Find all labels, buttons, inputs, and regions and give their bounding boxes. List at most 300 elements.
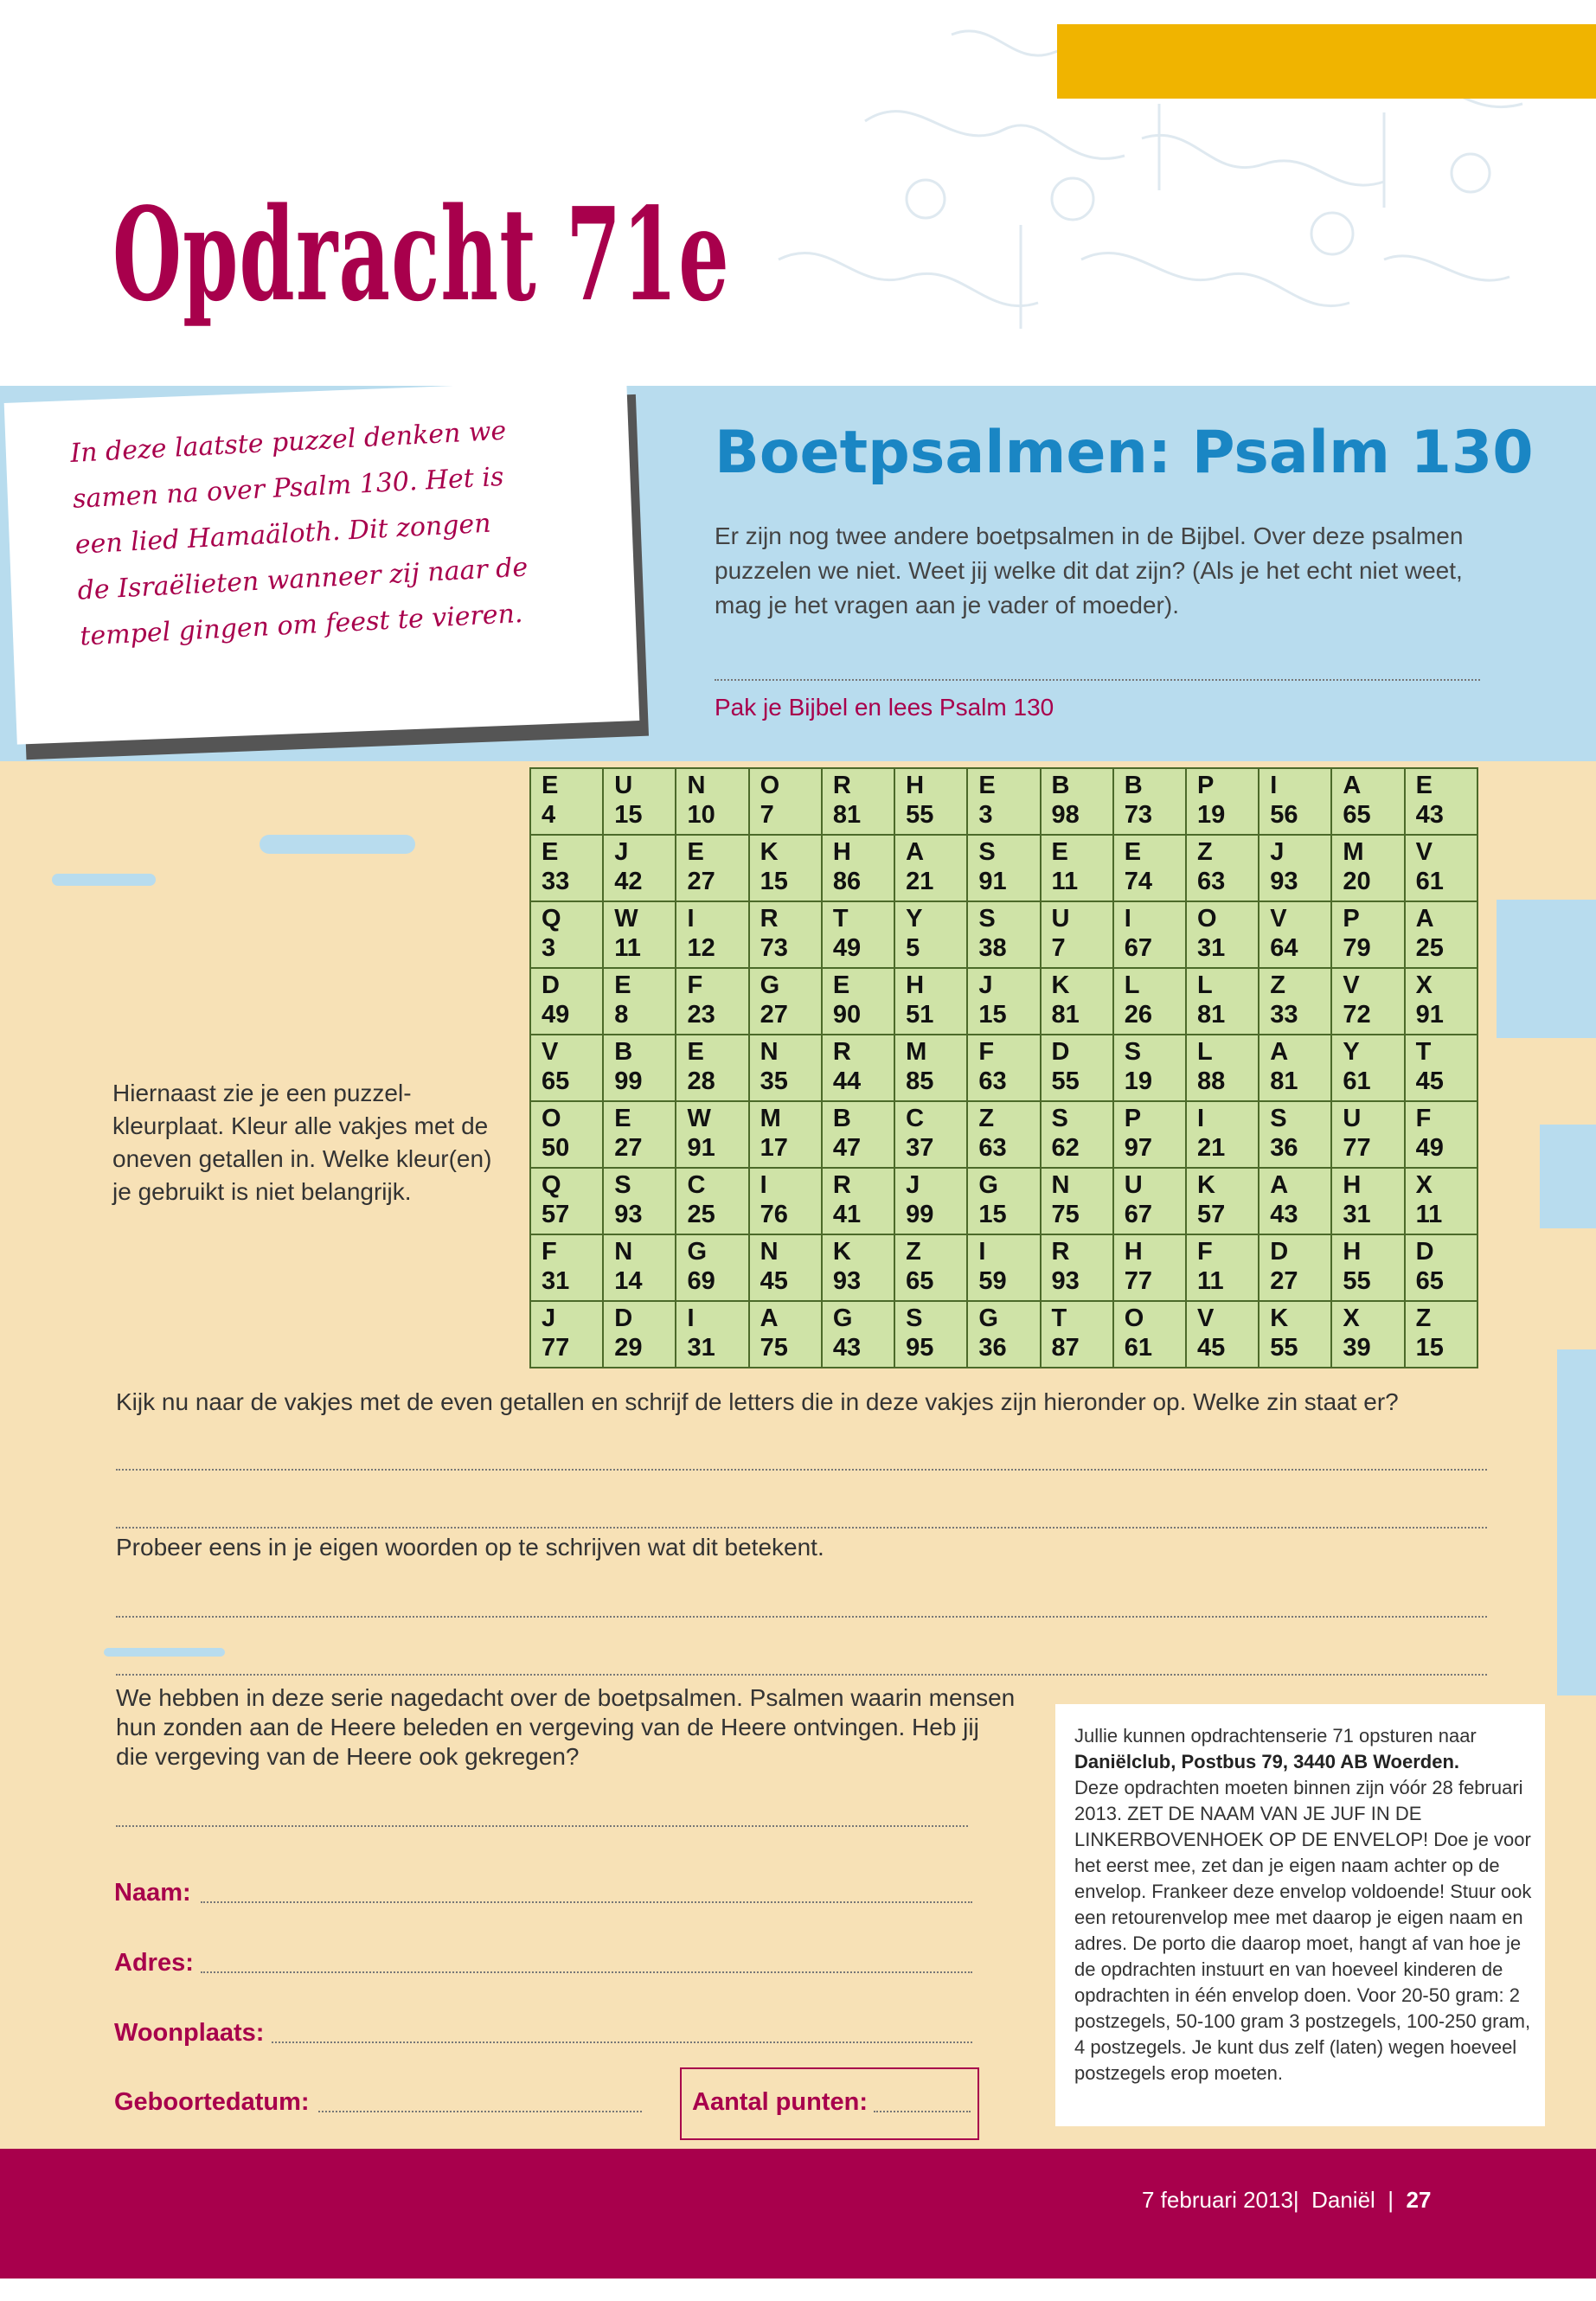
grid-cell-letter: B	[1051, 772, 1070, 799]
grid-cell[interactable]	[822, 1234, 894, 1301]
grid-cell-letter: D	[614, 1304, 633, 1332]
grid-cell-number: 81	[832, 801, 862, 829]
grid-cell[interactable]	[603, 1168, 676, 1234]
grid-cell[interactable]	[603, 901, 676, 968]
grid-cell[interactable]	[1041, 768, 1113, 835]
info-address: Daniëlclub, Postbus 79, 3440 AB Woerden.	[1074, 1751, 1460, 1772]
grid-cell[interactable]	[967, 1035, 1040, 1101]
grid-cell-number: 64	[1270, 934, 1298, 962]
grid-cell[interactable]	[894, 901, 967, 968]
grid-cell-letter: G	[687, 1238, 707, 1266]
grid-cell-number: 39	[1343, 1334, 1371, 1362]
grid-cell[interactable]	[1331, 901, 1404, 968]
grid-cell[interactable]	[530, 1101, 603, 1168]
grid-cell[interactable]	[676, 1234, 748, 1301]
grid-cell[interactable]	[603, 768, 676, 835]
grid-cell-letter: D	[1415, 1238, 1434, 1266]
grid-cell-number: 49	[1415, 1134, 1444, 1162]
grid-cell-letter: S	[1124, 1038, 1142, 1066]
grid-cell[interactable]	[749, 901, 822, 968]
grid-cell[interactable]	[822, 1035, 894, 1101]
grid-cell[interactable]	[822, 1301, 894, 1368]
grid-cell[interactable]	[1331, 768, 1404, 835]
grid-cell-number: 93	[832, 1267, 862, 1295]
grid-cell[interactable]	[749, 768, 822, 835]
grid-cell-number: 31	[542, 1267, 570, 1295]
grid-cell-number: 27	[687, 868, 715, 895]
grid-cell-letter: A	[1270, 1038, 1289, 1066]
grid-cell[interactable]	[894, 968, 967, 1035]
grid-cell-number: 33	[542, 868, 570, 895]
grid-cell-number: 91	[687, 1134, 715, 1162]
grid-cell-number: 28	[687, 1067, 715, 1095]
grid-cell[interactable]	[530, 768, 603, 835]
grid-cell-letter: E	[542, 838, 559, 866]
grid-cell-letter: A	[906, 838, 925, 866]
grid-cell[interactable]	[530, 1234, 603, 1301]
grid-cell-letter: S	[978, 838, 996, 866]
grid-cell[interactable]	[1113, 1168, 1186, 1234]
grid-cell[interactable]	[1041, 1035, 1113, 1101]
grid-cell-number: 97	[1124, 1134, 1153, 1162]
grid-cell[interactable]	[1259, 835, 1331, 901]
grid-cell-number: 49	[542, 1001, 570, 1029]
grid-cell-number: 27	[1270, 1267, 1298, 1295]
grid-cell[interactable]	[530, 1035, 603, 1101]
grid-cell[interactable]	[1041, 1101, 1113, 1168]
grid-cell[interactable]	[967, 1101, 1040, 1168]
grid-cell[interactable]	[1186, 1035, 1259, 1101]
grid-cell-letter: K	[1196, 1171, 1215, 1199]
grid-cell-letter: C	[687, 1171, 706, 1199]
grid-row	[530, 835, 1477, 901]
grid-cell-letter: S	[978, 905, 996, 933]
answer-line[interactable]	[116, 1469, 1487, 1471]
grid-cell-letter: R	[832, 1171, 851, 1199]
grid-cell-number: 49	[832, 934, 862, 962]
answer-line[interactable]	[116, 1527, 1487, 1529]
grid-cell[interactable]	[1186, 1101, 1259, 1168]
grid-cell[interactable]	[530, 901, 603, 968]
grid-cell-letter: B	[832, 1105, 851, 1132]
grid-cell[interactable]	[1113, 1101, 1186, 1168]
grid-cell[interactable]	[749, 1035, 822, 1101]
grid-row	[530, 768, 1477, 835]
grid-cell[interactable]	[1259, 1234, 1331, 1301]
grid-cell[interactable]	[822, 1101, 894, 1168]
grid-cell-number: 63	[978, 1134, 1007, 1162]
section-subtitle: Boetpsalmen: Psalm 130	[715, 419, 1534, 487]
grid-cell-number: 95	[906, 1334, 934, 1362]
grid-cell-number: 47	[832, 1134, 862, 1162]
grid-cell-letter: K	[832, 1238, 851, 1266]
grid-cell[interactable]	[822, 1168, 894, 1234]
grid-cell[interactable]	[749, 968, 822, 1035]
grid-cell[interactable]	[1186, 1168, 1259, 1234]
grid-cell[interactable]	[822, 768, 894, 835]
answer-line[interactable]	[116, 1674, 1487, 1676]
grid-cell-letter: F	[1415, 1105, 1432, 1132]
grid-cell-number: 11	[614, 934, 641, 962]
grid-cell[interactable]	[967, 901, 1040, 968]
grid-cell-letter: M	[760, 1105, 781, 1132]
grid-cell[interactable]	[1113, 1301, 1186, 1368]
adres-field[interactable]	[201, 1971, 972, 1973]
grid-cell-letter: N	[1051, 1171, 1070, 1199]
grid-cell-number: 36	[978, 1334, 1007, 1362]
grid-cell-number: 75	[760, 1334, 788, 1362]
grid-cell-number: 17	[760, 1134, 788, 1162]
decor-blot	[104, 1648, 225, 1657]
info-box-text	[1074, 1723, 1533, 2086]
grid-cell-letter: E	[1051, 838, 1068, 866]
grid-cell-letter: I	[1196, 1105, 1205, 1132]
grid-cell-number: 57	[542, 1201, 570, 1228]
grid-cell[interactable]	[822, 835, 894, 901]
grid-cell[interactable]	[1405, 1035, 1477, 1101]
grid-cell[interactable]	[749, 1301, 822, 1368]
grid-cell[interactable]	[1331, 1168, 1404, 1234]
grid-cell-number: 55	[906, 801, 934, 829]
grid-cell-letter: V	[1343, 971, 1360, 999]
grid-cell-number: 29	[614, 1334, 643, 1362]
grid-cell[interactable]	[1113, 968, 1186, 1035]
footer-date: 7 februari 2013	[1142, 2187, 1293, 2213]
grid-cell-number: 11	[1196, 1267, 1224, 1295]
info-line: Jullie kunnen opdrachtenserie 71 opsturen naar	[1074, 1725, 1477, 1747]
decor-blot	[1497, 900, 1596, 1038]
grid-cell-number: 36	[1270, 1134, 1298, 1162]
grid-cell-letter: I	[760, 1171, 767, 1199]
grid-cell-letter: I	[1124, 905, 1131, 933]
grid-cell[interactable]	[676, 1101, 748, 1168]
grid-cell-letter: U	[1343, 1105, 1362, 1132]
grid-cell-letter: Z	[1415, 1304, 1432, 1332]
woonplaats-field[interactable]	[272, 2041, 972, 2043]
geboortedatum-field[interactable]	[318, 2111, 642, 2112]
grid-cell-number: 88	[1196, 1067, 1226, 1095]
grid-cell-number: 37	[906, 1134, 934, 1162]
grid-cell-number: 91	[1415, 1001, 1444, 1029]
grid-cell[interactable]	[1331, 1035, 1404, 1101]
grid-cell[interactable]	[1041, 901, 1113, 968]
grid-cell-number: 75	[1051, 1201, 1080, 1228]
question-own-words: Probeer eens in je eigen woorden op te schrijven wat dit betekent.	[116, 1534, 824, 1561]
grid-cell-number: 27	[614, 1134, 643, 1162]
grid-cell-letter: I	[978, 1238, 986, 1266]
grid-cell[interactable]	[1259, 901, 1331, 968]
grid-cell-letter: E	[542, 772, 559, 799]
grid-cell-number: 77	[542, 1334, 570, 1362]
grid-cell[interactable]	[967, 1301, 1040, 1368]
grid-cell[interactable]	[1259, 1301, 1331, 1368]
grid-cell-letter: E	[687, 838, 704, 866]
grid-cell-letter: P	[1124, 1105, 1142, 1132]
grid-cell-letter: W	[687, 1105, 711, 1132]
grid-cell[interactable]	[894, 1035, 967, 1101]
grid-cell[interactable]	[749, 1234, 822, 1301]
grid-cell-number: 85	[906, 1067, 934, 1095]
grid-cell-number: 51	[906, 1001, 934, 1029]
grid-cell-number: 11	[1051, 868, 1079, 895]
grid-cell-letter: E	[687, 1038, 704, 1066]
grid-cell[interactable]	[1041, 968, 1113, 1035]
grid-cell[interactable]	[676, 768, 748, 835]
grid-cell[interactable]	[603, 1234, 676, 1301]
grid-cell-letter: M	[1343, 838, 1364, 866]
footer-separator: |	[1292, 2187, 1312, 2213]
grid-cell-number: 55	[1270, 1334, 1298, 1362]
grid-cell-letter: S	[1270, 1105, 1287, 1132]
grid-cell-letter: H	[906, 772, 925, 799]
grid-cell[interactable]	[1405, 1301, 1477, 1368]
grid-cell[interactable]	[1186, 1301, 1259, 1368]
grid-cell-number: 61	[1124, 1334, 1153, 1362]
grid-cell[interactable]	[894, 768, 967, 835]
grid-cell[interactable]	[1186, 768, 1259, 835]
grid-cell[interactable]	[603, 968, 676, 1035]
grid-cell-number: 3	[978, 801, 993, 829]
grid-cell[interactable]	[1186, 968, 1259, 1035]
grid-cell-letter: F	[1196, 1238, 1213, 1266]
grid-cell[interactable]	[1041, 1234, 1113, 1301]
grid-cell[interactable]	[822, 968, 894, 1035]
grid-cell-letter: T	[1051, 1304, 1067, 1332]
grid-cell[interactable]	[1405, 1234, 1477, 1301]
grid-cell-number: 67	[1124, 1201, 1153, 1228]
grid-cell-number: 87	[1051, 1334, 1080, 1362]
grid-cell[interactable]	[676, 1168, 748, 1234]
grid-cell[interactable]	[1331, 1234, 1404, 1301]
grid-cell[interactable]	[530, 968, 603, 1035]
grid-cell-number: 99	[614, 1067, 643, 1095]
grid-cell-letter: H	[1124, 1238, 1143, 1266]
info-body: Deze opdrachten moeten binnen zijn vóór 28 februari 2013. ZET DE NAAM VAN JE JUF IN DE LINKERBOVENHOEK OP DE ENVELOP! Doe je voor het eerst mee, zet dan je eigen naam achter op de envelop. Frankeer deze envelop voldoende! Stuur ook een retourenvelop mee met daarop je eigen naam en adres. De porto die daarop moet, hangt af van hoe je de opdrachten instuurt en van hoeveel kinderen de opdrachten in één envelop doen. Voor 20-50 gram: 2 postzegels, 50-100 gram 3 postzegels, 100-250 gram, 4 postzegels. Je kunt dus zelf (laten) wegen hoeveel postzegels erop moeten.	[1074, 1777, 1532, 2084]
grid-cell-letter: P	[1343, 905, 1360, 933]
grid-cell-letter: Q	[542, 905, 561, 933]
grid-cell-number: 8	[614, 1001, 629, 1029]
grid-cell-number: 33	[1270, 1001, 1298, 1029]
grid-cell-number: 19	[1124, 1067, 1153, 1095]
points-field[interactable]	[874, 2111, 971, 2112]
grid-cell-number: 38	[978, 934, 1007, 962]
decor-blot	[260, 835, 415, 854]
grid-cell-number: 65	[542, 1067, 570, 1095]
grid-cell[interactable]	[1331, 1301, 1404, 1368]
grid-cell[interactable]	[967, 835, 1040, 901]
grid-cell-letter: O	[1124, 1304, 1144, 1332]
grid-cell[interactable]	[749, 835, 822, 901]
grid-cell-number: 63	[1196, 868, 1226, 895]
grid-cell-number: 45	[1196, 1334, 1226, 1362]
grid-cell-number: 12	[687, 934, 715, 962]
grid-cell[interactable]	[676, 1301, 748, 1368]
grid-cell[interactable]	[894, 1301, 967, 1368]
grid-cell[interactable]	[1331, 968, 1404, 1035]
grid-cell-number: 15	[978, 1201, 1007, 1228]
grid-cell[interactable]	[1186, 835, 1259, 901]
grid-cell-letter: A	[1270, 1171, 1289, 1199]
grid-cell-number: 81	[1196, 1001, 1226, 1029]
grid-cell[interactable]	[1113, 835, 1186, 901]
grid-cell-number: 15	[978, 1001, 1007, 1029]
grid-cell[interactable]	[1405, 901, 1477, 968]
grid-cell-number: 56	[1270, 801, 1298, 829]
grid-cell-letter: O	[760, 772, 780, 799]
grid-cell[interactable]	[894, 1234, 967, 1301]
grid-cell-letter: E	[1124, 838, 1142, 866]
grid-cell[interactable]	[1405, 768, 1477, 835]
grid-cell-letter: R	[832, 1038, 851, 1066]
grid-cell-letter: K	[1270, 1304, 1289, 1332]
grid-cell[interactable]	[1405, 835, 1477, 901]
footer-bar	[0, 2149, 1596, 2279]
grid-cell[interactable]	[676, 968, 748, 1035]
grid-cell-letter: U	[1051, 905, 1070, 933]
grid-cell[interactable]	[1041, 835, 1113, 901]
grid-cell[interactable]	[1331, 1101, 1404, 1168]
grid-cell-letter: H	[832, 838, 851, 866]
naam-field[interactable]	[201, 1901, 972, 1903]
grid-cell-letter: A	[760, 1304, 779, 1332]
grid-cell-letter: Z	[978, 1105, 995, 1132]
grid-cell-letter: L	[1196, 1038, 1213, 1066]
grid-cell-letter: U	[1124, 1171, 1143, 1199]
puzzle-instructions: Hiernaast zie je een puzzel-kleurplaat. Kleur alle vakjes met de oneven getallen in. Welke kleur(en) je gebruikt is niet belangrijk.	[112, 1080, 492, 1205]
grid-cell-letter: N	[614, 1238, 633, 1266]
grid-cell[interactable]	[1259, 1168, 1331, 1234]
grid-cell-number: 43	[1270, 1201, 1298, 1228]
grid-cell[interactable]	[1331, 835, 1404, 901]
grid-cell-letter: G	[978, 1304, 998, 1332]
grid-cell[interactable]	[676, 835, 748, 901]
grid-cell-letter: E	[614, 971, 631, 999]
grid-cell-number: 98	[1051, 801, 1080, 829]
intro-note-line: een lied Hamaäloth. Dit zongen	[74, 508, 492, 561]
grid-cell[interactable]	[967, 1168, 1040, 1234]
grid-cell[interactable]	[1113, 901, 1186, 968]
grid-cell[interactable]	[1259, 1035, 1331, 1101]
grid-cell[interactable]	[530, 1301, 603, 1368]
grid-cell[interactable]	[967, 768, 1040, 835]
grid-cell[interactable]	[967, 1234, 1040, 1301]
grid-cell[interactable]	[894, 835, 967, 901]
grid-cell-letter: N	[687, 772, 706, 799]
grid-cell[interactable]	[1259, 768, 1331, 835]
grid-cell-letter: L	[1124, 971, 1140, 999]
grid-cell-number: 26	[1124, 1001, 1153, 1029]
grid-cell[interactable]	[1041, 1168, 1113, 1234]
grid-row	[530, 1234, 1477, 1301]
grid-cell-number: 73	[1124, 801, 1153, 829]
grid-cell-letter: V	[1196, 1304, 1215, 1332]
grid-cell[interactable]	[1113, 1035, 1186, 1101]
grid-cell-number: 65	[1343, 801, 1371, 829]
grid-cell[interactable]	[1186, 1234, 1259, 1301]
grid-cell[interactable]	[1041, 1301, 1113, 1368]
grid-cell-number: 77	[1124, 1267, 1153, 1295]
grid-cell[interactable]	[894, 1101, 967, 1168]
grid-cell[interactable]	[1259, 1101, 1331, 1168]
grid-cell-letter: T	[832, 905, 849, 933]
grid-cell-letter: D	[1051, 1038, 1070, 1066]
grid-cell[interactable]	[603, 1035, 676, 1101]
grid-cell-letter: D	[1270, 1238, 1289, 1266]
grid-cell-number: 43	[1415, 801, 1444, 829]
geboortedatum-label: Geboortedatum:	[114, 2088, 310, 2116]
grid-cell[interactable]	[1405, 1168, 1477, 1234]
answer-line[interactable]	[715, 679, 1480, 681]
grid-cell-number: 25	[1415, 934, 1444, 962]
page-title: Opdracht 71e	[112, 179, 730, 330]
grid-cell[interactable]	[1186, 901, 1259, 968]
grid-cell[interactable]	[676, 901, 748, 968]
grid-cell[interactable]	[1113, 1234, 1186, 1301]
grid-cell-letter: X	[1343, 1304, 1360, 1332]
grid-cell-letter: D	[542, 971, 560, 999]
answer-line[interactable]	[116, 1616, 1487, 1618]
grid-cell-number: 11	[1415, 1201, 1443, 1228]
grid-cell[interactable]	[749, 1101, 822, 1168]
grid-cell-number: 3	[542, 934, 556, 962]
grid-row	[530, 1035, 1477, 1101]
grid-cell[interactable]	[603, 835, 676, 901]
grid-cell-number: 61	[1343, 1067, 1371, 1095]
footer-magazine: Daniël	[1311, 2187, 1375, 2213]
answer-line[interactable]	[116, 1825, 968, 1827]
grid-cell-number: 20	[1343, 868, 1371, 895]
grid-cell-number: 41	[832, 1201, 862, 1228]
grid-cell-letter: X	[1415, 971, 1433, 999]
grid-row	[530, 1301, 1477, 1368]
grid-cell-letter: M	[906, 1038, 927, 1066]
grid-cell-letter: O	[1196, 905, 1217, 933]
grid-cell-number: 31	[1343, 1201, 1371, 1228]
grid-cell-letter: X	[1415, 1171, 1433, 1199]
grid-cell-letter: T	[1415, 1038, 1432, 1066]
section-intro: Er zijn nog twee andere boetpsalmen in de Bijbel. Over deze psalmen puzzelen we niet. Weet jij welke dit dat zijn? (Als je het echt niet weet, mag je het vragen aan je vader of moeder).	[715, 522, 1464, 619]
grid-cell-number: 93	[1270, 868, 1298, 895]
grid-cell[interactable]	[1405, 968, 1477, 1035]
grid-cell-letter: J	[542, 1304, 556, 1332]
grid-cell[interactable]	[967, 968, 1040, 1035]
grid-cell-number: 93	[614, 1201, 643, 1228]
grid-cell-number: 91	[978, 868, 1007, 895]
grid-cell[interactable]	[1405, 1101, 1477, 1168]
grid-cell[interactable]	[676, 1035, 748, 1101]
grid-cell[interactable]	[822, 901, 894, 968]
grid-cell-letter: G	[978, 1171, 998, 1199]
grid-cell-number: 15	[614, 801, 643, 829]
footer-separator: |	[1375, 2187, 1407, 2213]
grid-cell[interactable]	[1259, 968, 1331, 1035]
grid-cell-letter: R	[1051, 1238, 1070, 1266]
grid-cell[interactable]	[603, 1101, 676, 1168]
grid-cell[interactable]	[749, 1168, 822, 1234]
grid-cell[interactable]	[894, 1168, 967, 1234]
grid-cell-letter: Y	[1343, 1038, 1360, 1066]
question-forgiveness: We hebben in deze serie nagedacht over de boetpsalmen. Psalmen waarin mensen hun zonden aan de Heere beleden en vergeving van de Heere ontvingen. Heb jij die vergeving van de Heere ook gekregen?	[116, 1684, 1016, 1770]
grid-cell-number: 76	[760, 1201, 788, 1228]
grid-cell-number: 79	[1343, 934, 1371, 962]
grid-cell-letter: S	[614, 1171, 631, 1199]
grid-cell[interactable]	[1113, 768, 1186, 835]
grid-cell-number: 65	[1415, 1267, 1444, 1295]
woonplaats-label: Woonplaats:	[114, 2019, 265, 2047]
grid-cell[interactable]	[530, 1168, 603, 1234]
grid-cell[interactable]	[530, 835, 603, 901]
grid-cell[interactable]	[603, 1301, 676, 1368]
